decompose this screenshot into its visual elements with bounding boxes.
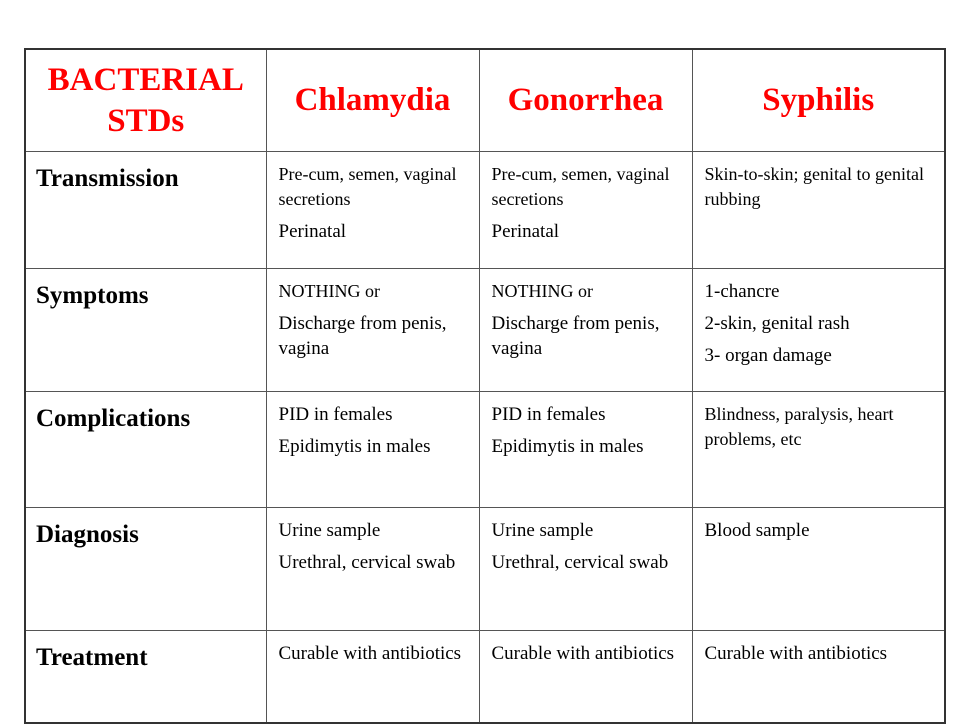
row-label-treatment: Treatment [25, 631, 266, 724]
cell-line: Urethral, cervical swab [491, 552, 669, 573]
cell-line: 1-chancre [704, 281, 780, 302]
cell-transmission-gonorrhea [479, 152, 692, 269]
cell-line: Urine sample [491, 520, 594, 541]
row-label-symptoms: Symptoms [25, 269, 266, 392]
cell-treatment-syphilis [692, 631, 945, 724]
cell-line: Pre-cum, semen, vaginal secretions [491, 164, 670, 209]
cell-line: Blood sample [704, 520, 810, 541]
header-syphilis: Syphilis [692, 49, 945, 152]
cell-complications-chlamydia [266, 392, 479, 508]
cell-diagnosis-gonorrhea [479, 508, 692, 631]
cell-complications-syphilis [692, 392, 945, 508]
cell-line: Perinatal [491, 221, 560, 242]
cell-line: 2-skin, genital rash [704, 313, 850, 334]
table-row-symptoms [25, 269, 945, 392]
table-row-transmission [25, 152, 945, 269]
header-chlamydia: Chlamydia [266, 49, 479, 152]
table-row-treatment [25, 631, 945, 724]
row-label-transmission: Transmission [25, 152, 266, 269]
cell-line: NOTHING or [278, 281, 380, 301]
cell-symptoms-syphilis [692, 269, 945, 392]
table-row-complications [25, 392, 945, 508]
cell-line: PID in females [278, 404, 393, 425]
header-bacterial-stds: BACTERIAL STDs [25, 49, 266, 152]
cell-symptoms-gonorrhea [479, 269, 692, 392]
cell-line: Epidimytis in males [491, 436, 644, 457]
cell-line: Blindness, paralysis, heart problems, etc [704, 404, 894, 449]
cell-line: Curable with antibiotics [491, 643, 675, 664]
cell-line: PID in females [491, 404, 606, 425]
header-row [25, 49, 945, 152]
cell-line: Urine sample [278, 520, 381, 541]
cell-diagnosis-chlamydia [266, 508, 479, 631]
cell-treatment-gonorrhea [479, 631, 692, 724]
header-gonorrhea: Gonorrhea [479, 49, 692, 152]
cell-line: Discharge from penis, vagina [491, 313, 660, 359]
cell-line: Curable with antibiotics [278, 643, 462, 664]
row-label-diagnosis: Diagnosis [25, 508, 266, 631]
cell-line: Pre-cum, semen, vaginal secretions [278, 164, 457, 209]
cell-diagnosis-syphilis [692, 508, 945, 631]
cell-line: Discharge from penis, vagina [278, 313, 447, 359]
table-row-diagnosis [25, 508, 945, 631]
cell-line: Urethral, cervical swab [278, 552, 456, 573]
bacterial-std-table [24, 48, 946, 724]
cell-line: Epidimytis in males [278, 436, 431, 457]
cell-transmission-syphilis [692, 152, 945, 269]
cell-symptoms-chlamydia [266, 269, 479, 392]
cell-line: 3- organ damage [704, 345, 832, 366]
row-label-complications: Complications [25, 392, 266, 508]
cell-line: Skin-to-skin; genital to genital rubbing [704, 164, 924, 209]
cell-line: NOTHING or [491, 281, 593, 301]
cell-transmission-chlamydia [266, 152, 479, 269]
cell-line: Perinatal [278, 221, 347, 242]
cell-line: Curable with antibiotics [704, 643, 888, 664]
cell-treatment-chlamydia [266, 631, 479, 724]
cell-complications-gonorrhea [479, 392, 692, 508]
